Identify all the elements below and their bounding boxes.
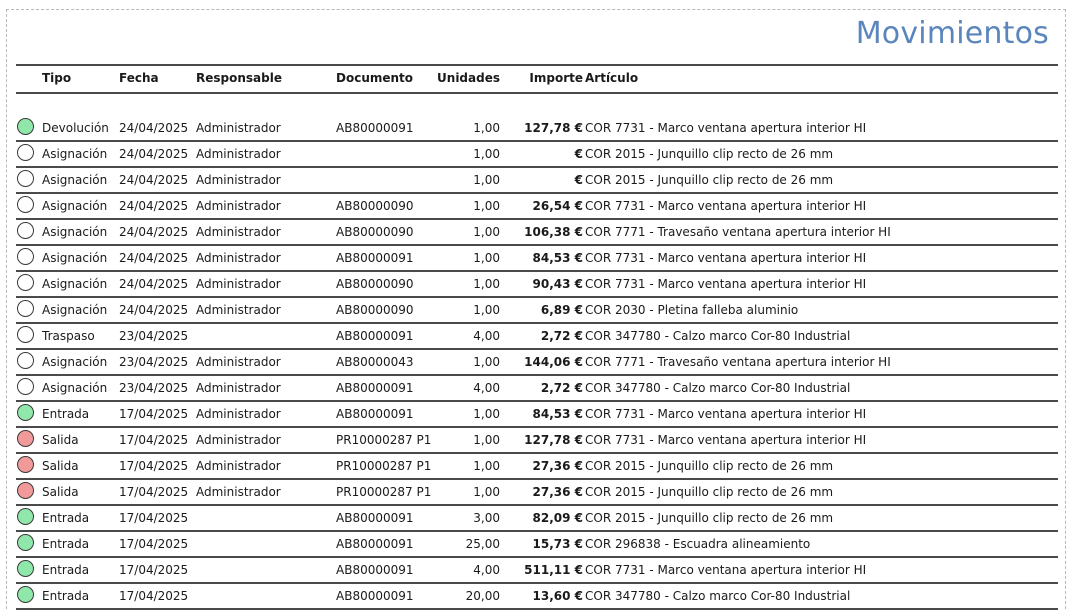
table-row[interactable] — [16, 272, 1058, 298]
cell-unidades: 1,00 — [473, 147, 500, 161]
cell-fecha: 24/04/2025 — [119, 121, 189, 135]
cell-articulo: COR 2015 - Junquillo clip recto de 26 mm — [585, 511, 834, 525]
status-circle-icon — [17, 456, 34, 473]
table-header — [16, 64, 1058, 94]
column-header-tipo[interactable]: Tipo — [42, 71, 72, 85]
column-header-responsable[interactable]: Responsable — [196, 71, 282, 85]
cell-documento: AB80000091 — [336, 329, 414, 343]
column-header-unidades[interactable]: Unidades — [437, 71, 500, 85]
cell-responsable: Administrador — [196, 147, 281, 161]
cell-fecha: 23/04/2025 — [119, 355, 189, 369]
table-row[interactable] — [16, 168, 1058, 194]
cell-importe: 13,60 € — [532, 589, 583, 603]
cell-unidades: 3,00 — [473, 511, 500, 525]
status-circle-icon — [17, 222, 34, 239]
cell-importe: 27,36 € — [532, 459, 583, 473]
cell-unidades: 1,00 — [473, 225, 500, 239]
table-row[interactable] — [16, 454, 1058, 480]
column-header-importe[interactable]: Importe — [529, 71, 583, 85]
cell-documento: AB80000091 — [336, 407, 414, 421]
column-header-fecha[interactable]: Fecha — [119, 71, 159, 85]
table-row[interactable] — [16, 142, 1058, 168]
cell-documento: AB80000091 — [336, 537, 414, 551]
cell-articulo: COR 7731 - Marco ventana apertura interior HI — [585, 277, 867, 291]
status-circle-icon — [17, 326, 34, 343]
table-row[interactable] — [16, 532, 1058, 558]
table-row[interactable] — [16, 298, 1058, 324]
cell-responsable: Administrador — [196, 459, 281, 473]
cell-tipo: Asignación — [42, 225, 108, 239]
movements-table — [16, 64, 1058, 610]
cell-importe: 27,36 € — [532, 485, 583, 499]
cell-unidades: 1,00 — [473, 251, 500, 265]
status-circle-icon — [17, 378, 34, 395]
cell-responsable: Administrador — [196, 485, 281, 499]
cell-responsable: Administrador — [196, 225, 281, 239]
cell-fecha: 24/04/2025 — [119, 199, 189, 213]
cell-unidades: 1,00 — [473, 303, 500, 317]
cell-unidades: 4,00 — [473, 329, 500, 343]
status-circle-icon — [17, 170, 34, 187]
column-header-documento[interactable]: Documento — [336, 71, 414, 85]
cell-unidades: 1,00 — [473, 433, 500, 447]
cell-responsable: Administrador — [196, 303, 281, 317]
cell-documento: AB80000091 — [336, 121, 414, 135]
cell-tipo: Asignación — [42, 303, 108, 317]
cell-tipo: Entrada — [42, 511, 90, 525]
table-row[interactable] — [16, 246, 1058, 272]
cell-unidades: 1,00 — [473, 121, 500, 135]
cell-fecha: 17/04/2025 — [119, 459, 189, 473]
cell-articulo: COR 7731 - Marco ventana apertura interior HI — [585, 563, 867, 577]
status-circle-icon — [17, 144, 34, 161]
cell-responsable: Administrador — [196, 407, 281, 421]
cell-importe: € — [574, 173, 583, 187]
table-row[interactable] — [16, 558, 1058, 584]
cell-unidades: 20,00 — [465, 589, 500, 603]
cell-articulo: COR 2015 - Junquillo clip recto de 26 mm — [585, 485, 834, 499]
cell-responsable: Administrador — [196, 433, 281, 447]
cell-documento: AB80000090 — [336, 277, 414, 291]
cell-responsable: Administrador — [196, 355, 281, 369]
cell-unidades: 4,00 — [473, 381, 500, 395]
cell-tipo: Salida — [42, 485, 79, 499]
cell-fecha: 24/04/2025 — [119, 303, 189, 317]
cell-importe: 144,06 € — [524, 355, 583, 369]
cell-articulo: COR 7731 - Marco ventana apertura interior HI — [585, 199, 867, 213]
cell-unidades: 1,00 — [473, 277, 500, 291]
cell-importe: 511,11 € — [524, 563, 583, 577]
table-row[interactable] — [16, 506, 1058, 532]
cell-fecha: 17/04/2025 — [119, 433, 189, 447]
table-row[interactable] — [16, 324, 1058, 350]
cell-tipo: Entrada — [42, 407, 90, 421]
cell-tipo: Asignación — [42, 173, 108, 187]
cell-fecha: 17/04/2025 — [119, 589, 189, 603]
cell-fecha: 23/04/2025 — [119, 381, 189, 395]
status-circle-icon — [17, 508, 34, 525]
column-header-articulo[interactable]: Artículo — [585, 71, 639, 85]
table-row[interactable] — [16, 402, 1058, 428]
cell-importe: 26,54 € — [532, 199, 583, 213]
status-circle-icon — [17, 430, 34, 447]
cell-documento: AB80000090 — [336, 225, 414, 239]
cell-importe: 82,09 € — [532, 511, 583, 525]
cell-articulo: COR 2015 - Junquillo clip recto de 26 mm — [585, 147, 834, 161]
cell-documento: AB80000091 — [336, 381, 414, 395]
cell-documento: PR10000287 P1 — [336, 485, 432, 499]
table-row[interactable] — [16, 480, 1058, 506]
cell-responsable: Administrador — [196, 251, 281, 265]
cell-articulo: COR 7731 - Marco ventana apertura interior HI — [585, 407, 867, 421]
cell-tipo: Entrada — [42, 589, 90, 603]
cell-tipo: Devolución — [42, 121, 109, 135]
cell-documento: AB80000043 — [336, 355, 414, 369]
cell-unidades: 1,00 — [473, 355, 500, 369]
cell-unidades: 1,00 — [473, 173, 500, 187]
cell-tipo: Entrada — [42, 537, 90, 551]
cell-unidades: 1,00 — [473, 199, 500, 213]
cell-documento: PR10000287 P1 — [336, 433, 432, 447]
cell-responsable: Administrador — [196, 121, 281, 135]
status-circle-icon — [17, 274, 34, 291]
cell-importe: 106,38 € — [524, 225, 583, 239]
cell-articulo: COR 7731 - Marco ventana apertura interior HI — [585, 251, 867, 265]
cell-documento: PR10000287 P1 — [336, 459, 432, 473]
cell-documento: AB80000091 — [336, 589, 414, 603]
status-circle-icon — [17, 352, 34, 369]
cell-articulo: COR 2015 - Junquillo clip recto de 26 mm — [585, 459, 834, 473]
cell-importe: 2,72 € — [540, 329, 583, 343]
cell-tipo: Asignación — [42, 355, 108, 369]
cell-unidades: 1,00 — [473, 485, 500, 499]
cell-fecha: 17/04/2025 — [119, 485, 189, 499]
status-circle-icon — [17, 534, 34, 551]
cell-documento: AB80000090 — [336, 303, 414, 317]
cell-tipo: Traspaso — [42, 329, 95, 343]
cell-importe: 15,73 € — [532, 537, 583, 551]
cell-articulo: COR 347780 - Calzo marco Cor-80 Industrial — [585, 329, 851, 343]
table-row[interactable] — [16, 428, 1058, 454]
table-row[interactable] — [16, 350, 1058, 376]
page-title: Movimientos — [855, 16, 1049, 51]
cell-responsable: Administrador — [196, 173, 281, 187]
cell-articulo: COR 7771 - Travesaño ventana apertura interior HI — [585, 355, 891, 369]
status-circle-icon — [17, 118, 34, 135]
cell-tipo: Asignación — [42, 199, 108, 213]
header-spacer — [16, 94, 1058, 116]
cell-documento: AB80000090 — [336, 199, 414, 213]
cell-importe: 84,53 € — [532, 407, 583, 421]
cell-articulo: COR 2030 - Pletina falleba aluminio — [585, 303, 799, 317]
cell-fecha: 24/04/2025 — [119, 277, 189, 291]
table-row[interactable] — [16, 116, 1058, 142]
table-row[interactable] — [16, 584, 1058, 610]
cell-unidades: 1,00 — [473, 407, 500, 421]
cell-articulo: COR 7731 - Marco ventana apertura interior HI — [585, 433, 867, 447]
cell-unidades: 1,00 — [473, 459, 500, 473]
table-row[interactable] — [16, 194, 1058, 220]
cell-articulo: COR 2015 - Junquillo clip recto de 26 mm — [585, 173, 834, 187]
cell-responsable: Administrador — [196, 277, 281, 291]
cell-fecha: 17/04/2025 — [119, 563, 189, 577]
cell-responsable: Administrador — [196, 381, 281, 395]
cell-articulo: COR 7731 - Marco ventana apertura interior HI — [585, 121, 867, 135]
cell-importe: 127,78 € — [524, 433, 583, 447]
cell-documento: AB80000091 — [336, 511, 414, 525]
status-circle-icon — [17, 560, 34, 577]
cell-fecha: 24/04/2025 — [119, 225, 189, 239]
cell-unidades: 25,00 — [465, 537, 500, 551]
cell-articulo: COR 347780 - Calzo marco Cor-80 Industrial — [585, 381, 851, 395]
report-page — [6, 9, 1066, 609]
cell-importe: 84,53 € — [532, 251, 583, 265]
cell-fecha: 17/04/2025 — [119, 407, 189, 421]
cell-tipo: Asignación — [42, 251, 108, 265]
table-row[interactable] — [16, 220, 1058, 246]
cell-importe: € — [574, 147, 583, 161]
cell-fecha: 17/04/2025 — [119, 537, 189, 551]
status-circle-icon — [17, 300, 34, 317]
cell-unidades: 4,00 — [473, 563, 500, 577]
table-body — [16, 116, 1058, 610]
cell-articulo: COR 347780 - Calzo marco Cor-80 Industrial — [585, 589, 851, 603]
cell-importe: 6,89 € — [540, 303, 583, 317]
cell-documento: AB80000091 — [336, 251, 414, 265]
cell-tipo: Asignación — [42, 147, 108, 161]
cell-fecha: 23/04/2025 — [119, 329, 189, 343]
cell-tipo: Salida — [42, 433, 79, 447]
cell-responsable: Administrador — [196, 199, 281, 213]
status-circle-icon — [17, 248, 34, 265]
cell-importe: 2,72 € — [540, 381, 583, 395]
cell-importe: 90,43 € — [532, 277, 583, 291]
status-circle-icon — [17, 404, 34, 421]
status-circle-icon — [17, 196, 34, 213]
table-row[interactable] — [16, 376, 1058, 402]
cell-fecha: 24/04/2025 — [119, 173, 189, 187]
cell-documento: AB80000091 — [336, 563, 414, 577]
status-circle-icon — [17, 482, 34, 499]
cell-tipo: Entrada — [42, 563, 90, 577]
cell-importe: 127,78 € — [524, 121, 583, 135]
cell-tipo: Asignación — [42, 277, 108, 291]
cell-fecha: 24/04/2025 — [119, 147, 189, 161]
cell-tipo: Asignación — [42, 381, 108, 395]
cell-fecha: 24/04/2025 — [119, 251, 189, 265]
cell-fecha: 17/04/2025 — [119, 511, 189, 525]
cell-articulo: COR 7771 - Travesaño ventana apertura interior HI — [585, 225, 891, 239]
cell-articulo: COR 296838 - Escuadra alineamiento — [585, 537, 811, 551]
cell-tipo: Salida — [42, 459, 79, 473]
